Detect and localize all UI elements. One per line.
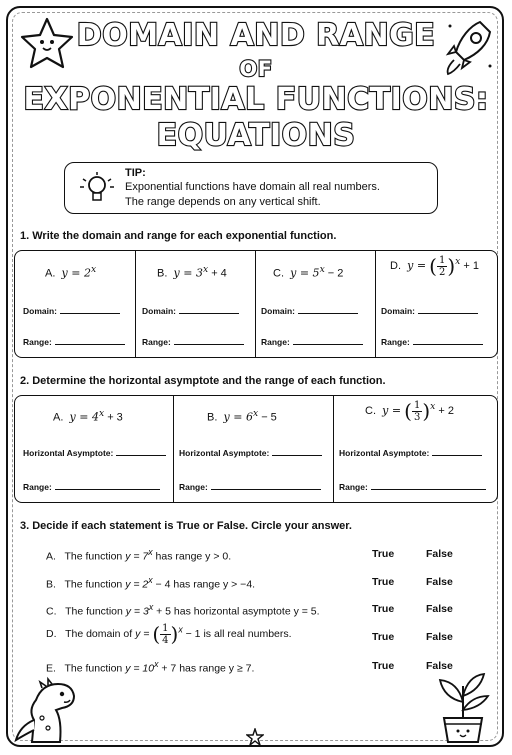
title-line-3: EXPONENTIAL FUNCTIONS: bbox=[23, 82, 489, 117]
s3-true-e[interactable]: True bbox=[372, 660, 395, 672]
section-1-box bbox=[14, 250, 498, 358]
s3-item-a: A. The function $y = 7^x$ has range y > 0. bbox=[46, 547, 232, 563]
s1-domain-b: Domain: bbox=[142, 306, 239, 316]
s1-domain-c: Domain: bbox=[261, 306, 358, 316]
s1-domain-a: Domain: bbox=[23, 306, 120, 316]
s1-item-b: B. $y = 3^x + 4$ bbox=[157, 264, 227, 280]
s3-item-b: B. The function $y = 2^x - 4$ has range y > −4. bbox=[46, 575, 256, 591]
s3-item-d: D. The domain of y = ( $\frac{1}{4}$ )$^x$ − 1 is all real numbers. bbox=[46, 622, 292, 646]
s1-range-a: Range: bbox=[23, 337, 125, 347]
tip-box bbox=[64, 162, 438, 214]
s2-item-b: B. $y = 6^x - 5$ bbox=[207, 408, 277, 424]
s1-domain-d: Domain: bbox=[381, 306, 478, 316]
s2-asymptote-c: Horizontal Asymptote: bbox=[339, 448, 482, 458]
s3-true-c[interactable]: True bbox=[372, 603, 395, 615]
s3-false-e[interactable]: False bbox=[426, 660, 453, 672]
s3-item-c: C. The function $y = 3^x + 5$ has horizontal asymptote y = 5. bbox=[46, 602, 320, 618]
lightbulb-icon bbox=[75, 171, 119, 207]
s1-range-b: Range: bbox=[142, 337, 244, 347]
s3-false-b[interactable]: False bbox=[426, 576, 453, 588]
tip-label: TIP: bbox=[125, 167, 146, 179]
s2-range-b: Range: bbox=[179, 482, 321, 492]
s3-true-b[interactable]: True bbox=[372, 576, 395, 588]
tip-line-1: Exponential functions have domain all real numbers. bbox=[125, 181, 380, 193]
s3-true-d[interactable]: True bbox=[372, 631, 395, 643]
s2-asymptote-b: Horizontal Asymptote: bbox=[179, 448, 322, 458]
s2-asymptote-a: Horizontal Asymptote: bbox=[23, 448, 166, 458]
s2-range-c: Range: bbox=[339, 482, 486, 492]
s1-item-a: A. $y = 2^x$ bbox=[45, 264, 97, 280]
title-line-2: OF bbox=[239, 57, 273, 81]
s1-range-d: Range: bbox=[381, 337, 483, 347]
dinosaur-icon bbox=[12, 670, 92, 746]
s3-true-a[interactable]: True bbox=[372, 548, 395, 560]
s1-item-d: D. y = ( $\frac{1}{2}$ )$^x$ + 1 bbox=[390, 254, 479, 278]
small-star-icon bbox=[246, 728, 264, 746]
s2-range-a: Range: bbox=[23, 482, 160, 492]
s3-item-e: E. The function $y = 10^x + 7$ has range y ≥ 7. bbox=[46, 659, 255, 675]
s3-false-c[interactable]: False bbox=[426, 603, 453, 615]
s2-item-c: C. y = ( $\frac{1}{3}$ )$^x$ + 2 bbox=[365, 399, 454, 423]
s3-false-a[interactable]: False bbox=[426, 548, 453, 560]
title-line-1: DOMAIN AND RANGE bbox=[76, 18, 436, 53]
title-line-4: EQUATIONS bbox=[156, 118, 356, 153]
s2-item-a: A. $y = 4^x + 3$ bbox=[53, 408, 123, 424]
potted-plant-icon bbox=[430, 668, 496, 746]
section-1-heading: 1. Write the domain and range for each exponential function. bbox=[20, 230, 337, 242]
s3-false-d[interactable]: False bbox=[426, 631, 453, 643]
section-2-heading: 2. Determine the horizontal asymptote and the range of each function. bbox=[20, 375, 386, 387]
s1-range-c: Range: bbox=[261, 337, 363, 347]
s1-item-c: C. $y = 5^x - 2$ bbox=[273, 264, 344, 280]
section-2-box bbox=[14, 395, 498, 503]
tip-line-2: The range depends on any vertical shift. bbox=[125, 196, 321, 208]
section-3-heading: 3. Decide if each statement is True or False. Circle your answer. bbox=[20, 520, 352, 532]
